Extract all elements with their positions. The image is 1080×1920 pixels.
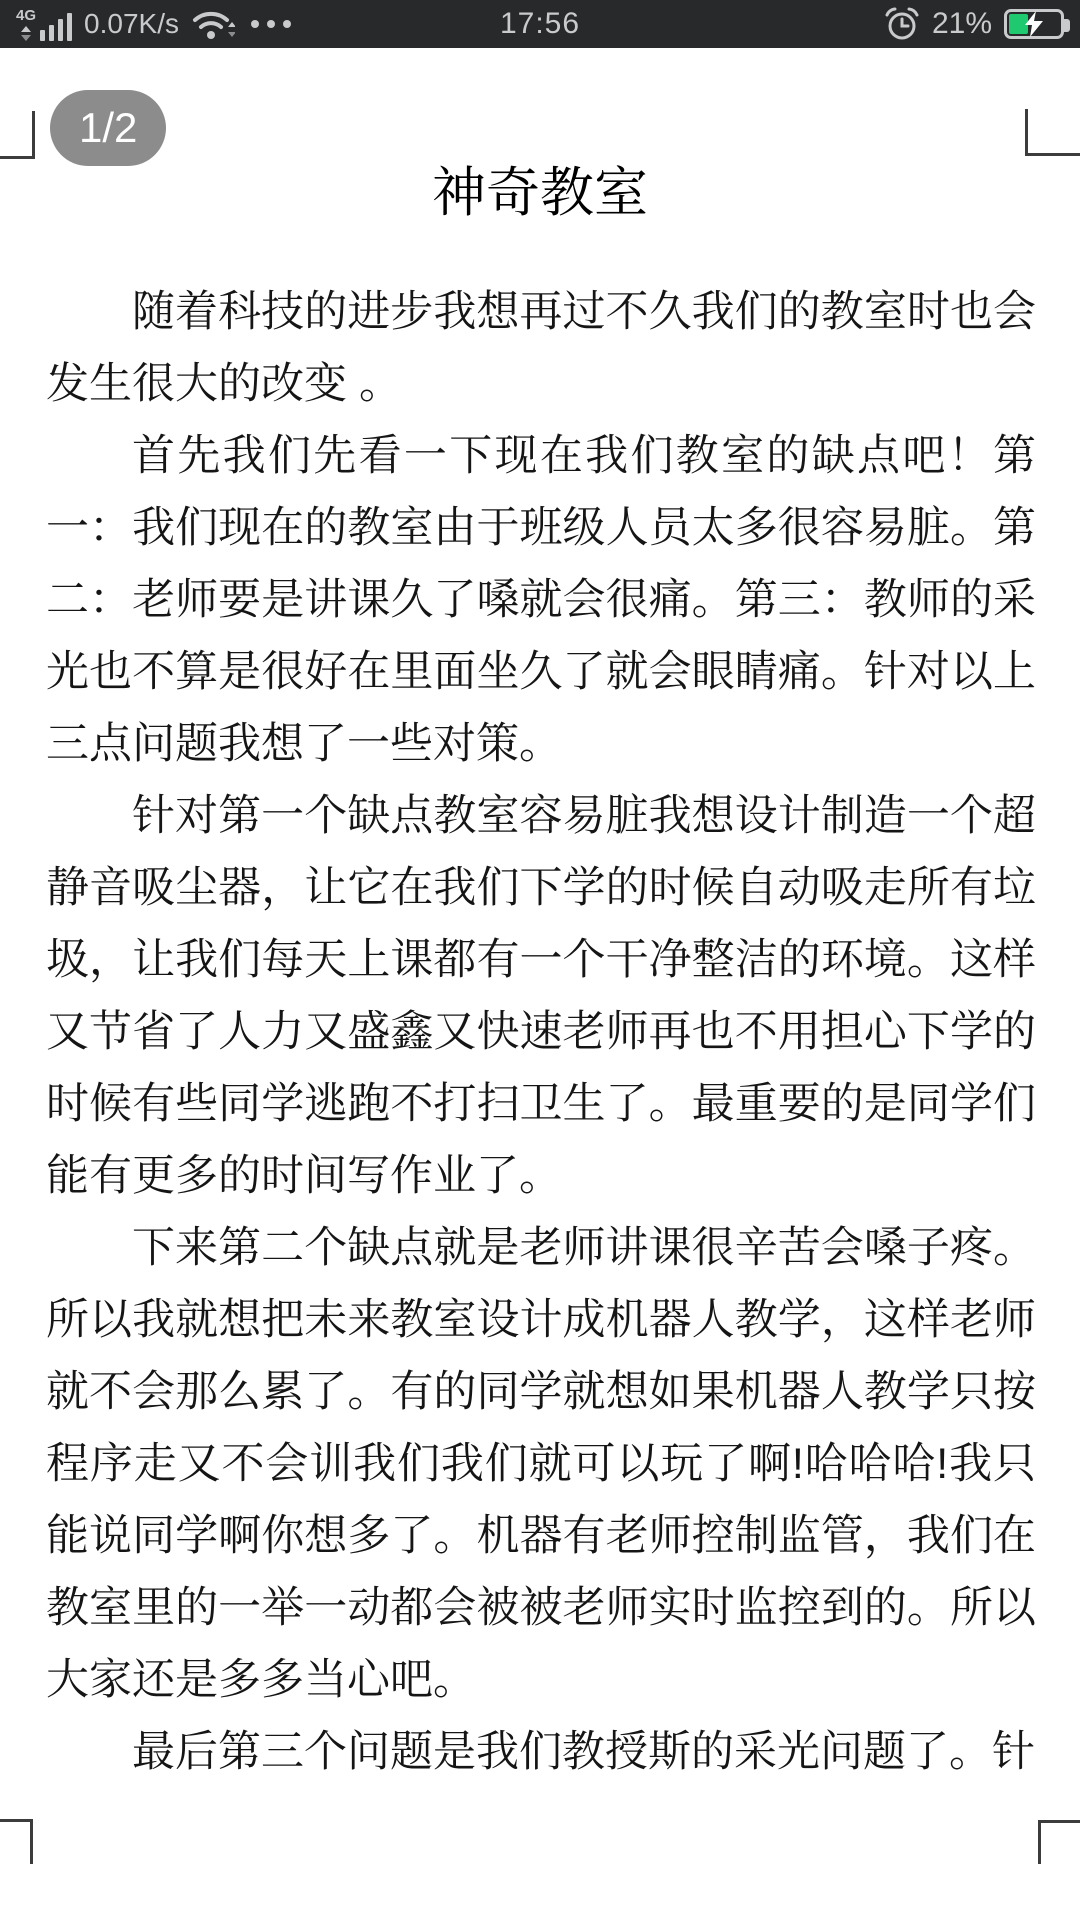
page-indicator-badge: 1/2 <box>50 90 166 166</box>
paragraph-2: 首先我们先看一下现在我们教室的缺点吧！第一：我们现在的教室由于班级人员太多很容易脏。第二：老师要是讲课久了嗓就会很痛。第三：教师的采光也不算是很好在里面坐久了就会眼睛痛。针对以上三点问题我想了一些对策。 <box>46 432 1036 768</box>
crop-corner-bottom-left-icon <box>0 1819 33 1864</box>
crop-corner-top-right-icon <box>1025 109 1080 156</box>
paragraph-3: 针对第一个缺点教室容易脏我想设计制造一个超静音吸尘器，让它在我们下学的时候自动吸走所有垃圾，让我们每天上课都有一个干净整洁的环境。这样又节省了人力又盛鑫又快速老师再也不用担心下学的时候有些同学逃跑不打扫卫生了。最重要的是同学们能有更多的时间写作业了。 <box>46 792 1036 1200</box>
download-arrow-icon <box>21 35 31 41</box>
clock-label: 17:56 <box>499 7 581 40</box>
network-type-label: 4G <box>16 6 37 24</box>
document-title: 神奇教室 <box>432 163 648 223</box>
paragraph-1: 随着科技的进步我想再过不久我们的教室时也会发生很大的改变 。 <box>46 288 1036 408</box>
document-body <box>46 276 1036 1788</box>
crop-corner-bottom-right-icon <box>1038 1820 1080 1864</box>
wifi-icon <box>191 7 235 41</box>
network-speed-label: 0.07K/s <box>84 8 179 39</box>
network-type-and-arrows <box>16 8 36 41</box>
upload-arrow-icon <box>21 26 31 32</box>
document-page[interactable] <box>0 48 1080 1920</box>
battery-charging-icon <box>1004 9 1064 39</box>
alarm-clock-icon <box>884 6 920 42</box>
paragraph-5: 最后第三个问题是我们教授斯的采光问题了。针 <box>132 1728 1035 1776</box>
status-bar <box>0 0 1080 48</box>
status-bar-left-cluster <box>16 7 291 41</box>
more-notifications-dots-icon <box>251 20 291 28</box>
battery-percent-label: 21% <box>931 7 992 40</box>
4g-signal-bars-icon <box>16 8 72 41</box>
battery-cap <box>1064 19 1070 32</box>
charging-bolt-icon <box>1023 11 1045 37</box>
signal-strength-bars <box>40 13 72 41</box>
paragraph-4: 下来第二个缺点就是老师讲课很辛苦会嗓子疼。所以我就想把未来教室设计成机器人教学，这样老师就不会那么累了。有的同学就想如果机器人教学只按程序走又不会训我们我们就可以玩了啊!哈哈哈!我只能说同学啊你想多了。机器有老师控制监管，我们在教室里的一举一动都会被被老师实时监控到的。所以大家还是多多当心吧。 <box>46 1224 1036 1704</box>
status-bar-right-cluster <box>884 6 1064 42</box>
